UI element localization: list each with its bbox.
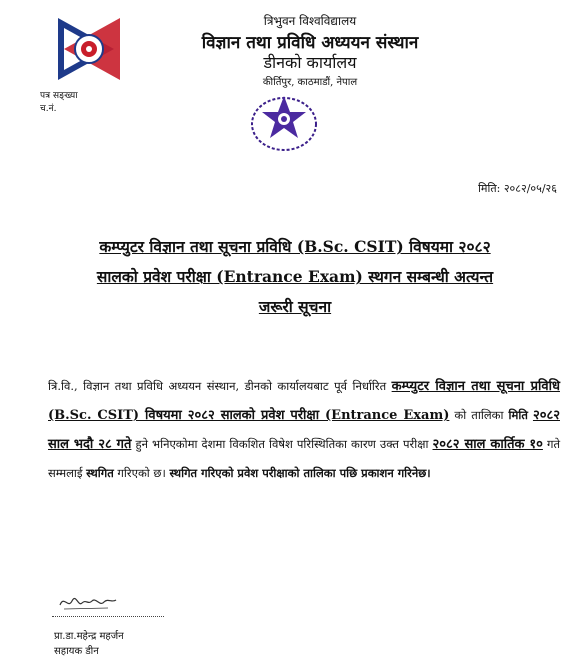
notice-title-line2: सालको प्रवेश परीक्षा (Entrance Exam) स्थगन सम्बन्धी अत्यन्त (96, 267, 494, 286)
university-seal-icon (244, 90, 324, 154)
signature-line (52, 616, 164, 617)
signatory-name: प्रा.डा.महेन्द्र महर्जन (54, 631, 124, 642)
reference-number-label: पत्र सङ्ख्या (40, 91, 78, 101)
body-original-date: २०८२ साल भदौ २८ गते (48, 408, 560, 452)
notice-body (48, 372, 560, 487)
body-text-4: गते सम्मलाई (48, 437, 561, 480)
signature-icon (58, 591, 118, 613)
tribhuvan-university-logo-icon (44, 14, 134, 84)
notice-title (40, 232, 550, 322)
body-text-5: गरिएको छ। (113, 466, 170, 480)
body-postponed-word: स्थगित (86, 466, 114, 480)
body-text-1: त्रि.वि., विज्ञान तथा प्रविधि अध्ययन संस्थान, डीनको कार्यालयबाट पूर्व निर्धारित (48, 379, 392, 393)
signatory-title: सहायक डीन (54, 646, 99, 657)
body-text-2: को तालिका (449, 408, 509, 422)
institute-name: विज्ञान तथा प्रविधि अध्ययन संस्थान (201, 33, 419, 53)
body-closing-statement: स्थगित गरिएको प्रवेश परीक्षाको तालिका पछि प्रकाशन गरिनेछ। (169, 466, 431, 480)
body-text-3: हुने भनिएकोमा देशमा विकशित विषेश परिस्थितिका कारण उक्त परीक्षा (131, 437, 433, 451)
body-date-label: मिति (508, 408, 528, 422)
body-postponed-date: २०८२ साल कार्तिक १० (432, 437, 543, 452)
notice-title-line1: कम्प्युटर विज्ञान तथा सूचना प्रविधि (B.Sc. CSIT) विषयमा २०८२ (99, 237, 491, 256)
dispatch-number-label: च.नं. (40, 104, 57, 114)
notice-date: मिति: २०८२/०५/२६ (478, 182, 557, 195)
body-subject-highlight: कम्प्युटर विज्ञान तथा सूचना प्रविधि (B.Sc. CSIT) विषयमा २०८२ सालको प्रवेश परीक्षा (Entrance Exam) (48, 379, 560, 423)
notice-title-line3: जरूरी सूचना (258, 297, 332, 316)
office-address: कीर्तिपुर, काठमाडौं, नेपाल (262, 77, 358, 88)
office-name: डीनको कार्यालय (263, 53, 357, 72)
university-name: त्रिभुवन विश्वविद्यालय (263, 14, 357, 28)
